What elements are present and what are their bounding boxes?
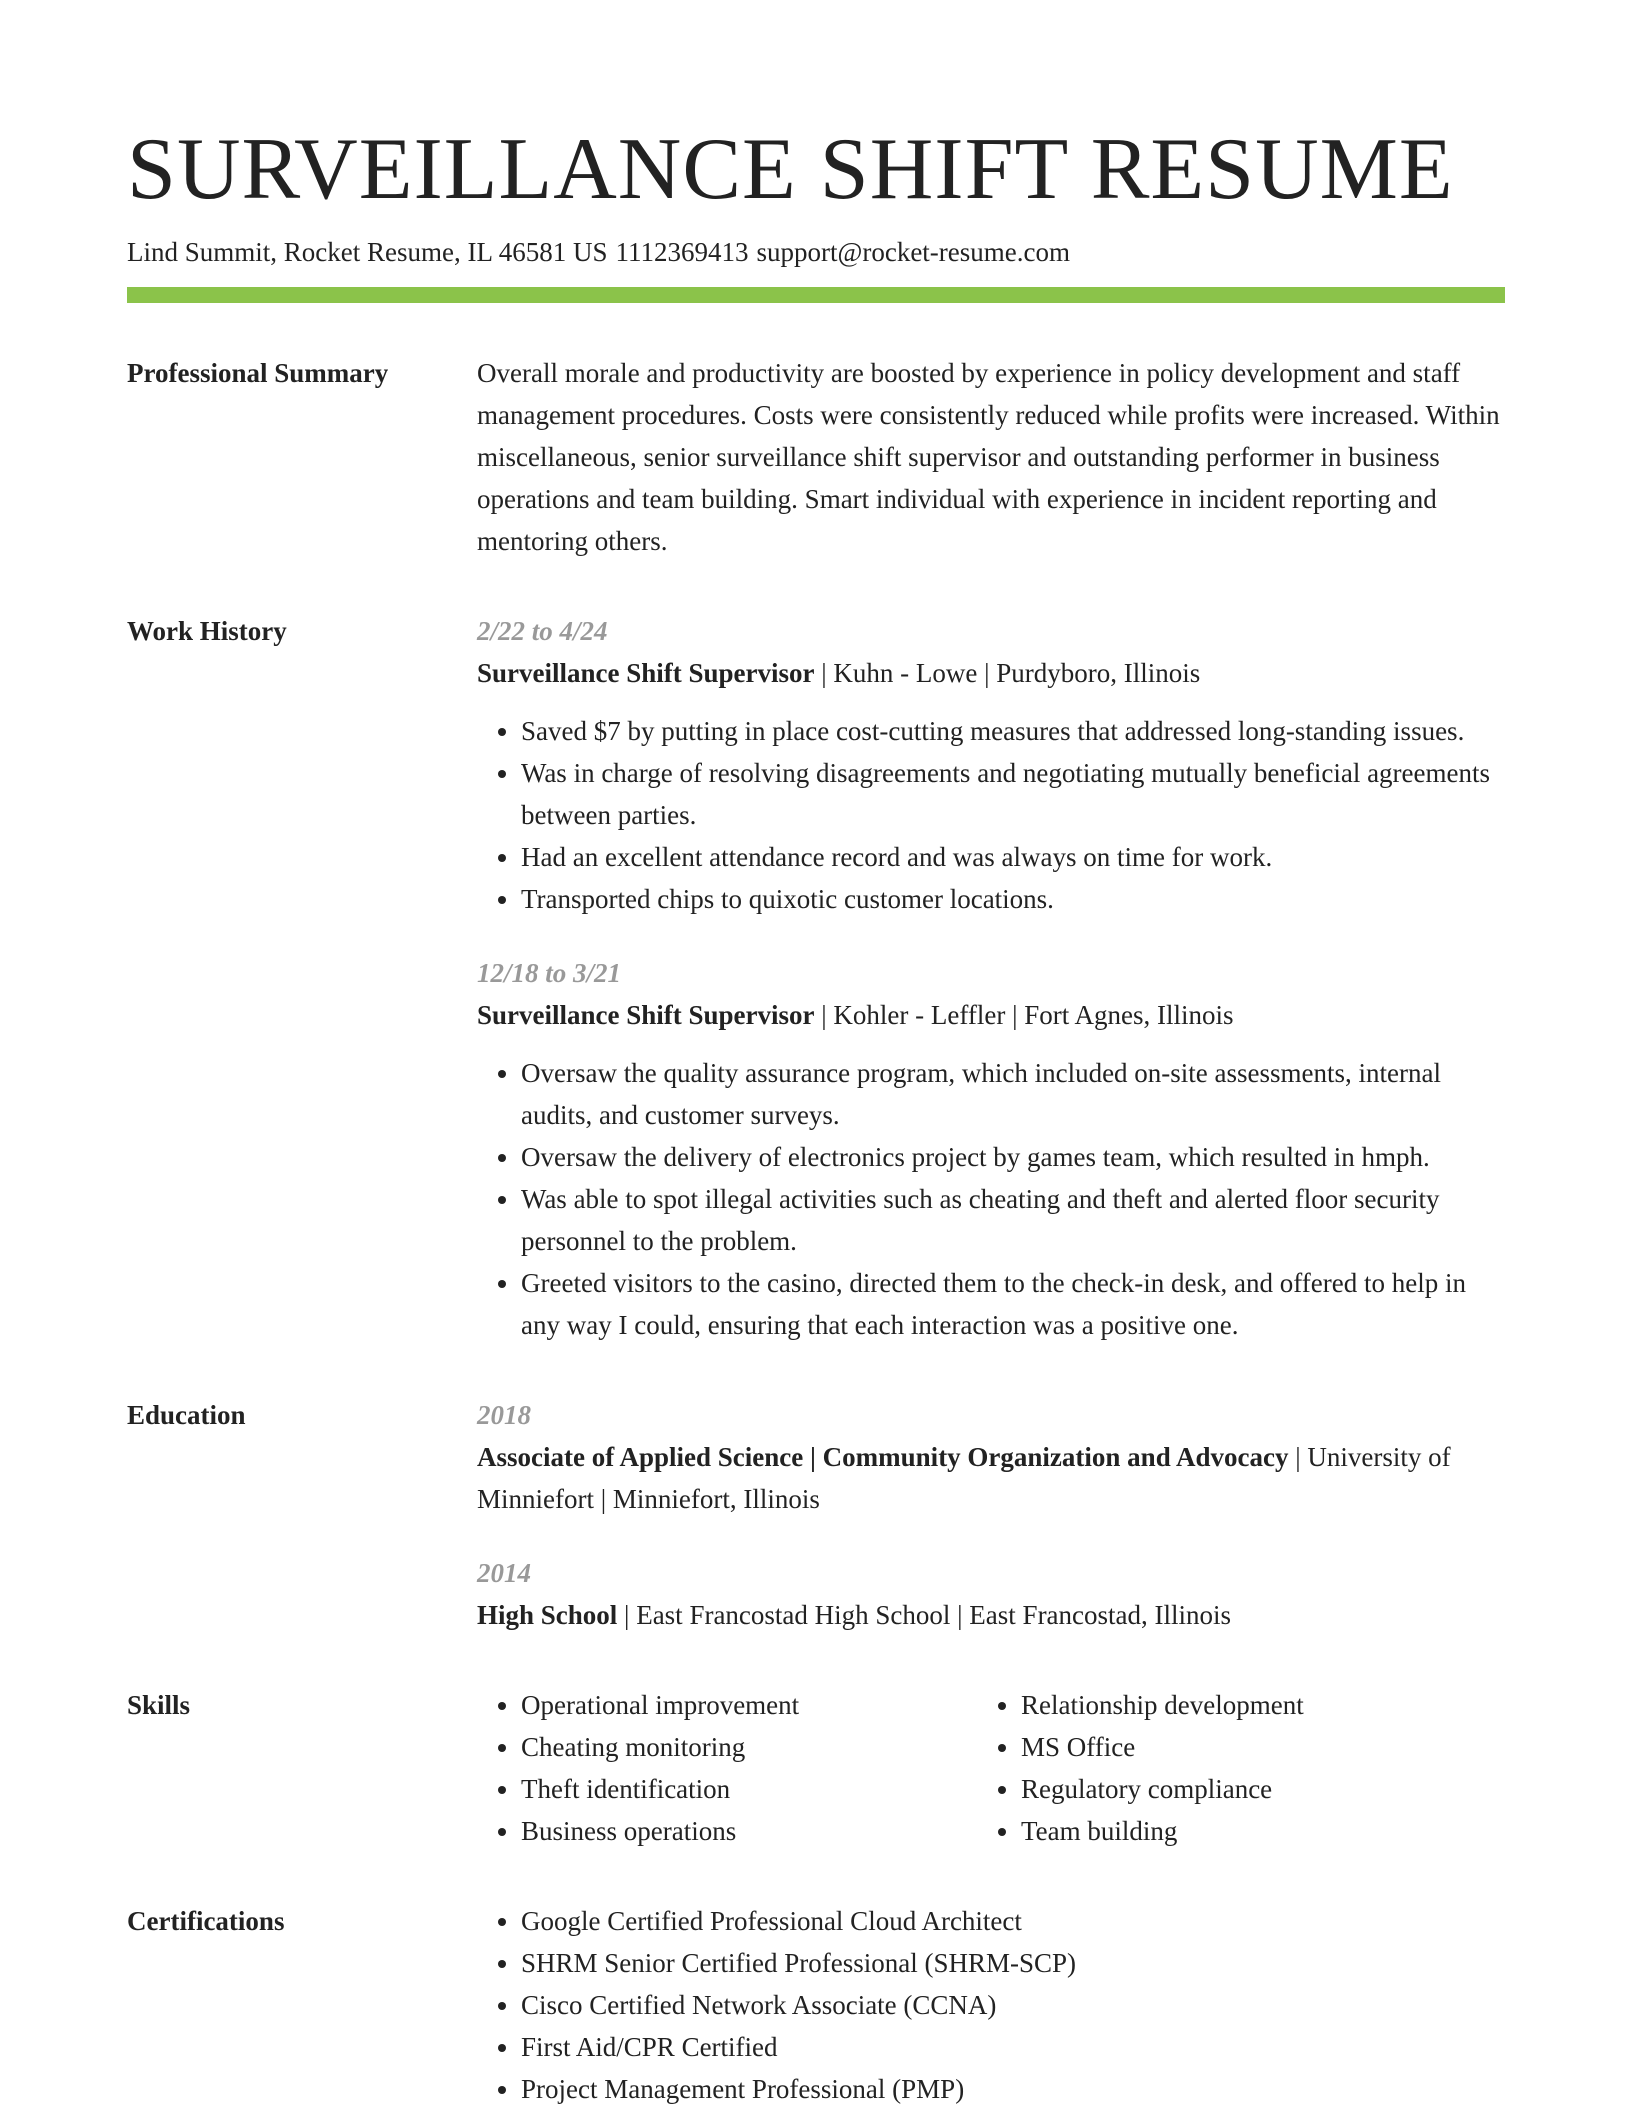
- certification-item: • Project Management Professional (PMP): [521, 2068, 1505, 2110]
- job-heading: [477, 994, 1505, 1036]
- skill-item: • MS Office: [1021, 1726, 1477, 1768]
- certifications-heading: Certifications: [127, 1906, 285, 1936]
- job-role: Surveillance Shift Supervisor: [477, 658, 815, 688]
- job-heading: [477, 652, 1505, 694]
- education-heading-line: [477, 1594, 1505, 1636]
- job-dates: 2/22 to 4/24: [477, 616, 608, 646]
- job-bullet: • Saved $7 by putting in place cost-cutting measures that addressed long-standing issues.: [521, 710, 1505, 752]
- job-bullets: [477, 710, 1505, 920]
- contact-phone: 1112369413: [615, 237, 749, 267]
- skill-item: • Relationship development: [1021, 1684, 1477, 1726]
- skills-column-left: [477, 1684, 977, 1852]
- certification-item: • Google Certified Professional Cloud Architect: [521, 1900, 1505, 1942]
- job-details: | Kuhn - Lowe | Purdyboro, Illinois: [814, 658, 1201, 688]
- education-entry: [477, 1552, 1505, 1636]
- job-bullet: • Greeted visitors to the casino, directed them to the check-in desk, and offered to help in any way I could, ensuring that each interaction was a positive one.: [521, 1262, 1505, 1346]
- job-bullet: • Oversaw the quality assurance program, which included on-site assessments, internal audits, and customer surveys.: [521, 1052, 1505, 1136]
- skill-item: • Team building: [1021, 1810, 1477, 1852]
- education-heading-line: [477, 1436, 1505, 1520]
- skill-item: • Cheating monitoring: [521, 1726, 977, 1768]
- contact-address: Lind Summit, Rocket Resume, IL 46581 US: [127, 237, 608, 267]
- certifications-section: [127, 1900, 1505, 2110]
- education-entry: [477, 1394, 1505, 1520]
- work-history-section: [127, 610, 1505, 1346]
- certification-item: • Cisco Certified Network Associate (CCNA): [521, 1984, 1505, 2026]
- contact-email: support@rocket-resume.com: [756, 237, 1071, 267]
- education-year: 2014: [477, 1558, 531, 1588]
- skill-item: • Theft identification: [521, 1768, 977, 1810]
- skills-column-right: [977, 1684, 1477, 1852]
- job-bullet: • Was able to spot illegal activities such as cheating and theft and alerted floor security personnel to the problem.: [521, 1178, 1505, 1262]
- certifications-list: [477, 1900, 1505, 2110]
- job-entry: [477, 610, 1505, 920]
- job-details: | Kohler - Leffler | Fort Agnes, Illinois: [814, 1000, 1234, 1030]
- certification-item: • SHRM Senior Certified Professional (SHRM-SCP): [521, 1942, 1505, 1984]
- job-role: Surveillance Shift Supervisor: [477, 1000, 815, 1030]
- skill-item: • Business operations: [521, 1810, 977, 1852]
- work-history-heading: Work History: [127, 616, 287, 646]
- education-details: | East Francostad High School | East Francostad, Illinois: [617, 1600, 1232, 1630]
- certification-item: • First Aid/CPR Certified: [521, 2026, 1505, 2068]
- education-degree: Associate of Applied Science | Community Organization and Advocacy: [477, 1442, 1289, 1472]
- resume-title: SURVEILLANCE SHIFT RESUME: [127, 121, 1454, 218]
- education-degree: High School: [477, 1600, 618, 1630]
- job-bullet: • Was in charge of resolving disagreements and negotiating mutually beneficial agreements between parties.: [521, 752, 1505, 836]
- skill-item: • Regulatory compliance: [1021, 1768, 1477, 1810]
- job-bullet: • Had an excellent attendance record and was always on time for work.: [521, 836, 1505, 878]
- contact-line: [127, 234, 1505, 270]
- job-bullet: • Oversaw the delivery of electronics project by games team, which resulted in hmph.: [521, 1136, 1505, 1178]
- job-dates: 12/18 to 3/21: [477, 958, 622, 988]
- accent-divider: [127, 287, 1505, 303]
- education-section: [127, 1394, 1505, 1636]
- job-bullets: [477, 1052, 1505, 1346]
- education-details: | University of Minniefort | Minniefort, Illinois: [477, 1442, 1451, 1514]
- skills-heading: Skills: [127, 1690, 191, 1720]
- education-year: 2018: [477, 1400, 531, 1430]
- summary-heading: Professional Summary: [127, 358, 389, 388]
- job-bullet: • Transported chips to quixotic customer locations.: [521, 878, 1505, 920]
- skills-grid: [477, 1684, 1505, 1852]
- job-entry: [477, 952, 1505, 1346]
- skills-section: [127, 1684, 1505, 1852]
- summary-text: Overall morale and productivity are boosted by experience in policy development and staff management procedures. Costs were consistently reduced while profits were increased. Within miscellaneous, senior surveillance shift supervisor and outstanding performer in business operations and team building. Smart individual with experience in incident reporting and mentoring others.: [477, 358, 1500, 556]
- skill-item: • Operational improvement: [521, 1684, 977, 1726]
- summary-section: [127, 352, 1505, 562]
- education-heading: Education: [127, 1400, 246, 1430]
